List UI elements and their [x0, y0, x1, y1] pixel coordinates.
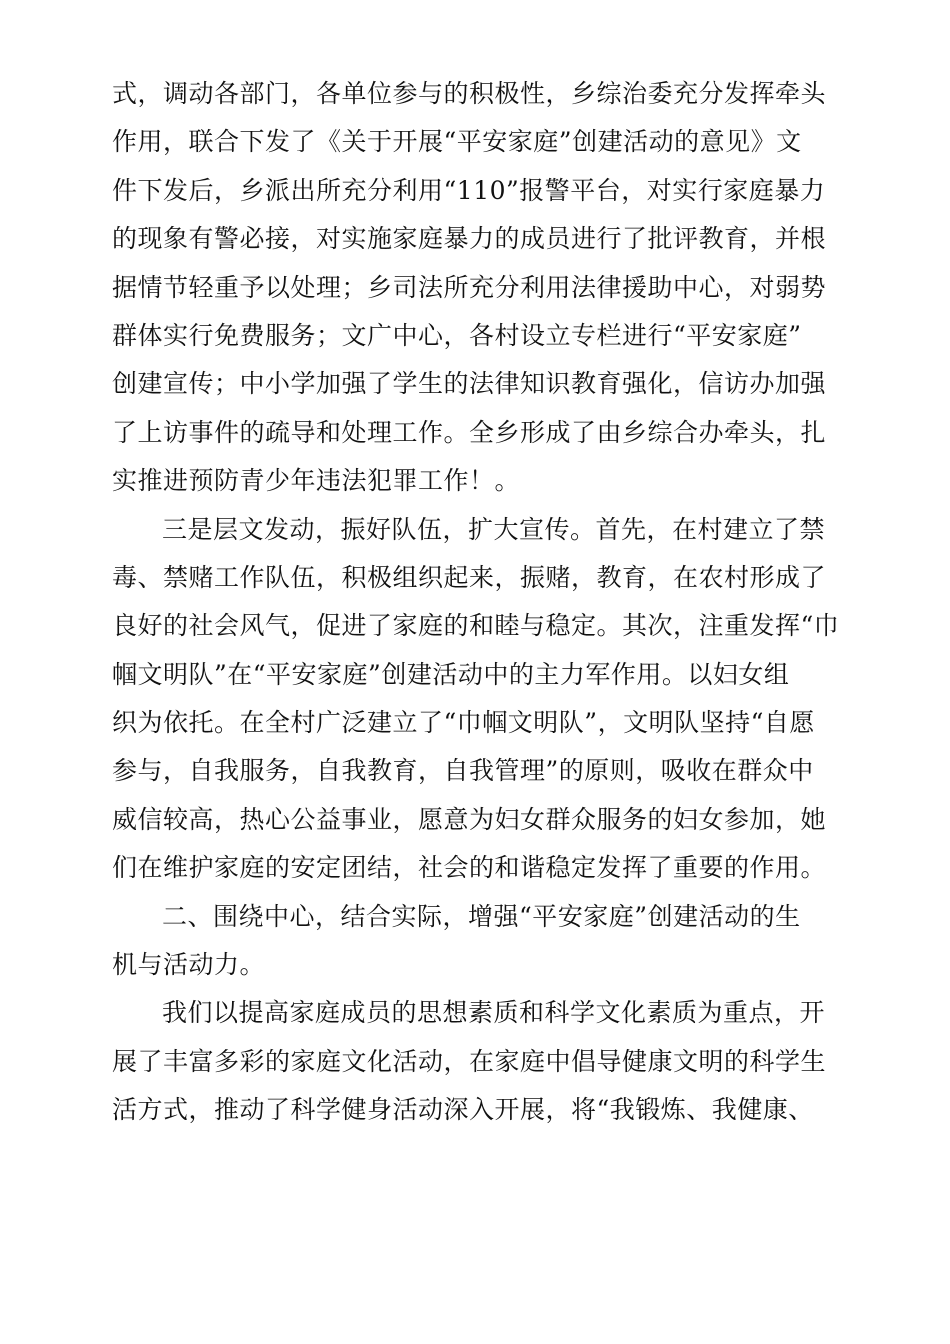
- text-line: 的现象有警必接，对实施家庭暴力的成员进行了批评教育，并根: [112, 224, 827, 254]
- text-line: 件下发后，乡派出所充分利用“110”报警平台，对实行家庭暴力: [112, 175, 826, 205]
- text-line: 威信较高，热心公益事业，愿意为妇女群众服务的妇女参加，她: [112, 804, 827, 834]
- text-line: 了上访事件的疏导和处理工作。全乡形成了由乡综合办牵头，扎: [112, 417, 827, 447]
- paragraph-first-line: 三是层文发动，振好队伍，扩大宣传。首先，在村建立了禁: [162, 514, 826, 544]
- document-body: [112, 70, 838, 1135]
- text-line: 活方式，推动了科学健身活动深入开展，将“我锻炼、我健康、: [112, 1095, 814, 1125]
- text-line: 毒、禁赌工作队伍，积极组织起来，振赌，教育，在农村形成了: [112, 562, 827, 592]
- section-heading-line: 二、围绕中心，结合实际，增强“平安家庭”创建活动的生: [162, 901, 801, 931]
- section-heading-line: 机与活动力。: [112, 950, 266, 980]
- text-line: 创建宣传；中小学加强了学生的法律知识教育强化，信访办加强: [112, 369, 827, 399]
- text-line: 良好的社会风气，促进了家庭的和睦与稳定。其次，注重发挥“巾: [112, 611, 840, 641]
- text-line: 参与，自我服务，自我教育，自我管理”的原则，吸收在群众中: [112, 756, 814, 786]
- text-line: 式，调动各部门，各单位参与的积极性，乡综治委充分发挥牵头: [112, 79, 827, 108]
- text-line: 织为依托。在全村广泛建立了“巾帼文明队”，文明队坚持“自愿: [112, 708, 815, 738]
- text-line: 实推进预防青少年违法犯罪工作！。: [112, 466, 521, 496]
- text-line: 展了丰富多彩的家庭文化活动，在家庭中倡导健康文明的科学生: [112, 1046, 827, 1076]
- text-line: 作用，联合下发了《关于开展“平安家庭”创建活动的意见》文: [112, 127, 802, 157]
- text-line: 群体实行免费服务；文广中心，各村设立专栏进行“平安家庭”: [112, 320, 802, 350]
- text-line: 帼文明队”在“平安家庭”创建活动中的主力军作用。以妇女组: [112, 659, 790, 689]
- paragraph-first-line: 我们以提高家庭成员的思想素质和科学文化素质为重点，开: [162, 998, 826, 1028]
- text-line: 据情节轻重予以处理；乡司法所充分利用法律援助中心，对弱势: [112, 272, 827, 302]
- text-line: 们在维护家庭的安定团结，社会的和谐稳定发挥了重要的作用。: [112, 853, 827, 883]
